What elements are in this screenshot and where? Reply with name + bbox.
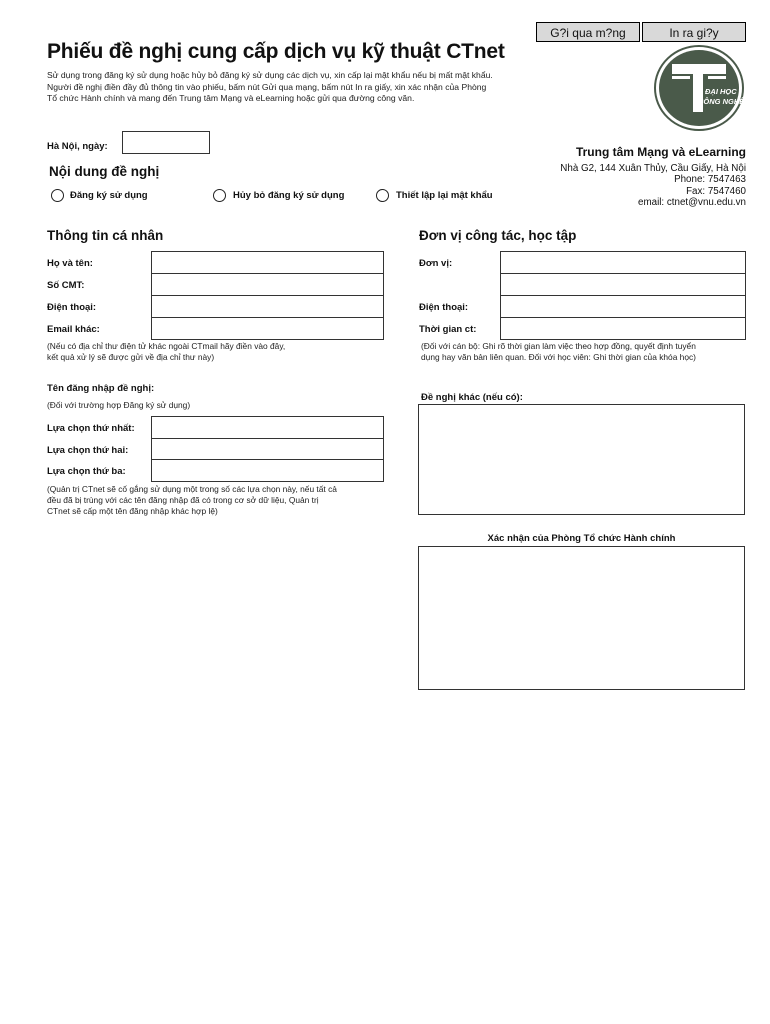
logo-text-1: ĐẠI HỌC [705, 87, 737, 96]
note-line: (Đối với cán bộ: Ghi rõ thời gian làm việc theo hợp đồng, quyết định tuyển [421, 341, 696, 351]
register-radio[interactable] [51, 189, 64, 202]
note-line: (Nếu có địa chỉ thư điện tử khác ngoài CTmail hãy điền vào đây, [47, 341, 286, 351]
center-contact [560, 163, 746, 209]
center-fax: Fax: 7547460 [686, 185, 746, 197]
date-field[interactable] [122, 131, 210, 154]
personal-heading: Thông tin cá nhân [47, 228, 164, 243]
cancel-label: Hủy bỏ đăng ký sử dụng [233, 190, 345, 201]
choice-2-field[interactable] [151, 438, 384, 461]
center-phone: Phone: 7547463 [674, 174, 746, 186]
other-request-field[interactable] [418, 404, 745, 515]
login-note: (Đối với trường hợp Đăng ký sử dụng) [47, 400, 191, 410]
choice-1-label: Lựa chọn thứ nhất: [47, 423, 135, 434]
choices-note [47, 484, 337, 517]
request-heading: Nội dung đề nghị [49, 164, 160, 179]
reset-password-radio[interactable] [376, 189, 389, 202]
center-name: Trung tâm Mạng và eLearning [575, 145, 746, 159]
register-label: Đăng ký sử dụng [70, 190, 148, 201]
center-email: email: ctnet@vnu.edu.vn [638, 197, 746, 209]
other-email-field[interactable] [151, 317, 384, 340]
logo-text-2: CÔNG NGHỆ [698, 97, 745, 106]
id-number-label: Số CMT: [47, 280, 85, 291]
reset-password-label: Thiết lập lại mật khẩu [396, 190, 493, 201]
email-note [47, 341, 285, 363]
work-phone-label: Điện thoại: [419, 302, 469, 313]
other-email-label: Email khác: [47, 324, 100, 335]
work-phone-field[interactable] [500, 295, 746, 318]
login-label: Tên đăng nhập đề nghị: [47, 383, 155, 394]
choice-3-field[interactable] [151, 459, 384, 482]
phone-field[interactable] [151, 295, 384, 318]
intro-line: Người đề nghị điền đầy đủ thông tin vào phiếu, bấm nút Gửi qua mạng, bấm nút In ra giấy, xin xác nhận của Phòng [47, 81, 487, 92]
date-label: Hà Nội, ngày: [47, 141, 108, 152]
choice-1-field[interactable] [151, 416, 384, 439]
fullname-field[interactable] [151, 251, 384, 274]
unit-field[interactable] [500, 251, 746, 274]
work-time-field[interactable] [500, 317, 746, 340]
university-logo [652, 44, 746, 132]
work-time-note [421, 341, 696, 363]
note-line: đều đã bị trùng với các tên đăng nhập đã có trong cơ sở dữ liệu, Quản trị [47, 495, 319, 505]
intro-line: Tổ chức Hành chính và mang đến Trung tâm Mạng và eLearning hoặc gửi qua đường công văn. [47, 93, 415, 103]
confirm-box [418, 546, 745, 690]
center-address: Nhà G2, 144 Xuân Thủy, Cầu Giấy, Hà Nội [560, 163, 746, 174]
note-line: kết quả xử lý sẽ được gửi về địa chỉ thư này) [47, 352, 215, 362]
unit-label: Đơn vị: [419, 258, 453, 269]
other-request-label: Đề nghị khác (nếu có): [421, 392, 523, 403]
note-line: CTnet sẽ cấp một tên đăng nhập khác hợp lệ) [47, 506, 218, 516]
unit-field-2[interactable] [500, 273, 746, 296]
note-line: (Quản trị CTnet sẽ cố gắng sử dụng một trong số các lựa chọn này, nếu tất cả [47, 484, 337, 494]
intro-line: Sử dụng trong đăng ký sử dụng hoặc hủy bỏ đăng ký sử dụng các dịch vụ, xin cấp lại mật khẩu nếu bị mất mật khẩu. [47, 70, 493, 80]
form-intro [47, 70, 567, 105]
note-line: dụng hay văn bản liên quan. Đối với học viên: Ghi thời gian của khóa học) [421, 352, 696, 362]
print-button[interactable]: In ra gi?y [642, 22, 746, 42]
work-time-label: Thời gian ct: [419, 324, 477, 335]
confirm-label: Xác nhận của Phòng Tổ chức Hành chính [487, 533, 676, 544]
fullname-label: Họ và tên: [47, 258, 93, 269]
cancel-radio[interactable] [213, 189, 226, 202]
work-heading: Đơn vị công tác, học tập [419, 228, 577, 243]
choice-2-label: Lựa chọn thứ hai: [47, 445, 129, 456]
choice-3-label: Lựa chọn thứ ba: [47, 466, 126, 477]
phone-label: Điện thoại: [47, 302, 97, 313]
id-number-field[interactable] [151, 273, 384, 296]
form-title: Phiếu đề nghị cung cấp dịch vụ kỹ thuật CTnet [47, 40, 505, 63]
send-online-button[interactable]: G?i qua m?ng [536, 22, 640, 42]
